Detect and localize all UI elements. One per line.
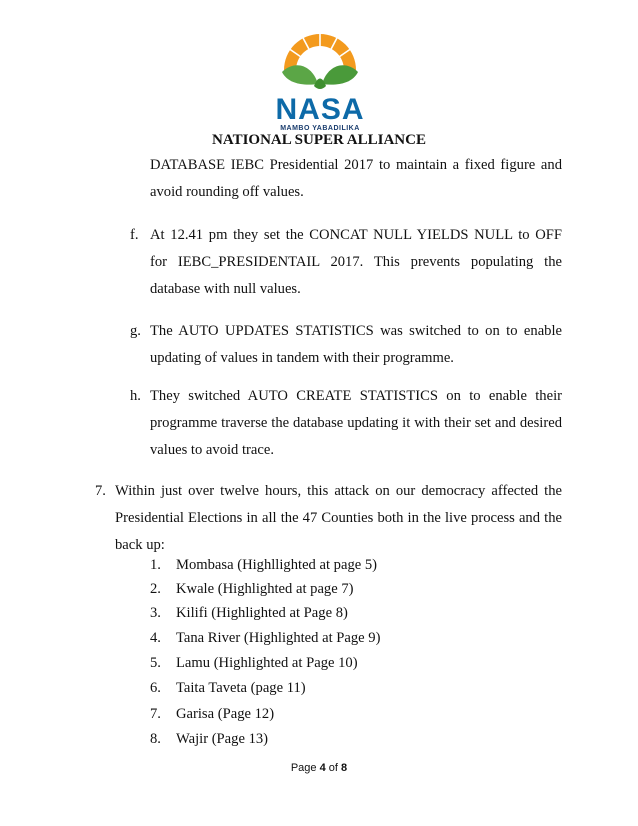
list-item-number: 3. <box>150 605 161 621</box>
list-item <box>150 702 274 726</box>
item-f-line-1: At 12.41 pm they set the CONCAT NULL YIELDS NULL to OFF <box>150 227 562 243</box>
of-label: of <box>328 762 338 774</box>
item-g-line-1: The AUTO UPDATES STATISTICS was switched to on to enable <box>150 323 562 339</box>
item-f-line-2: for IEBC_PRESIDENTAIL 2017. This prevents populating the <box>150 254 562 270</box>
list-item <box>150 577 354 601</box>
list-item-text: Tana River (Highlighted at Page 9) <box>176 630 381 646</box>
item-h-line-1: They switched AUTO CREATE STATISTICS on to enable their <box>150 388 562 404</box>
list-item-text: Mombasa (Highllighted at page 5) <box>176 557 378 573</box>
item-f-marker: f. <box>130 227 139 243</box>
nasa-emblem-graphic <box>268 26 372 136</box>
list-item <box>150 601 348 625</box>
item-h-line-3: values to avoid trace. <box>150 442 274 458</box>
list-item-number: 2. <box>150 581 161 597</box>
point-7-paragraph <box>115 478 562 559</box>
list-item <box>150 676 306 700</box>
item-g-line-2: updating of values in tandem with their programme. <box>150 350 454 366</box>
page-footer <box>0 762 638 774</box>
intro-line-1: DATABASE IEBC Presidential 2017 to maintain a fixed figure and <box>150 157 562 173</box>
point-7-marker: 7. <box>95 483 106 499</box>
point-7-line-1: Within just over twelve hours, this attack on our democracy affected the <box>115 483 562 499</box>
list-item-number: 5. <box>150 655 161 671</box>
page-number: 4 <box>319 762 326 774</box>
list-item-text: Wajir (Page 13) <box>176 731 269 747</box>
list-item-text: Kilifi (Highlighted at Page 8) <box>176 605 348 621</box>
list-item-number: 8. <box>150 731 161 747</box>
item-f-line-3: database with null values. <box>150 281 301 297</box>
item-g-marker: g. <box>130 323 141 339</box>
intro-paragraph <box>150 152 562 206</box>
item-h-paragraph <box>150 383 562 464</box>
logo-word: NASA <box>275 93 365 126</box>
intro-line-2: avoid rounding off values. <box>150 184 304 200</box>
list-item <box>150 553 377 577</box>
list-item-number: 4. <box>150 630 161 646</box>
item-f-paragraph <box>150 222 562 303</box>
nasa-logo <box>268 26 372 136</box>
list-item-text: Lamu (Highlighted at Page 10) <box>176 655 358 671</box>
list-item-text: Taita Taveta (page 11) <box>176 680 306 696</box>
list-item-number: 1. <box>150 557 161 573</box>
list-item <box>150 626 380 650</box>
list-item-text: Kwale (Highlighted at page 7) <box>176 581 354 597</box>
list-item <box>150 727 268 751</box>
logo-tagline: MAMBO YABADILIKA <box>280 125 360 132</box>
item-g-paragraph <box>150 318 562 372</box>
list-item-text: Garisa (Page 12) <box>176 706 275 722</box>
point-7-line-2: Presidential Elections in all the 47 Counties both in the live process and the <box>115 510 562 526</box>
page-label: Page <box>290 762 317 774</box>
list-item-number: 7. <box>150 706 161 722</box>
item-h-marker: h. <box>130 388 141 404</box>
list-item <box>150 651 358 675</box>
page-total: 8 <box>341 762 348 774</box>
point-7-line-3: back up: <box>115 537 165 553</box>
item-h-line-2: programme traverse the database updating it with their set and desired <box>150 415 562 431</box>
list-item-number: 6. <box>150 680 161 696</box>
org-title: NATIONAL SUPER ALLIANCE <box>212 132 426 148</box>
